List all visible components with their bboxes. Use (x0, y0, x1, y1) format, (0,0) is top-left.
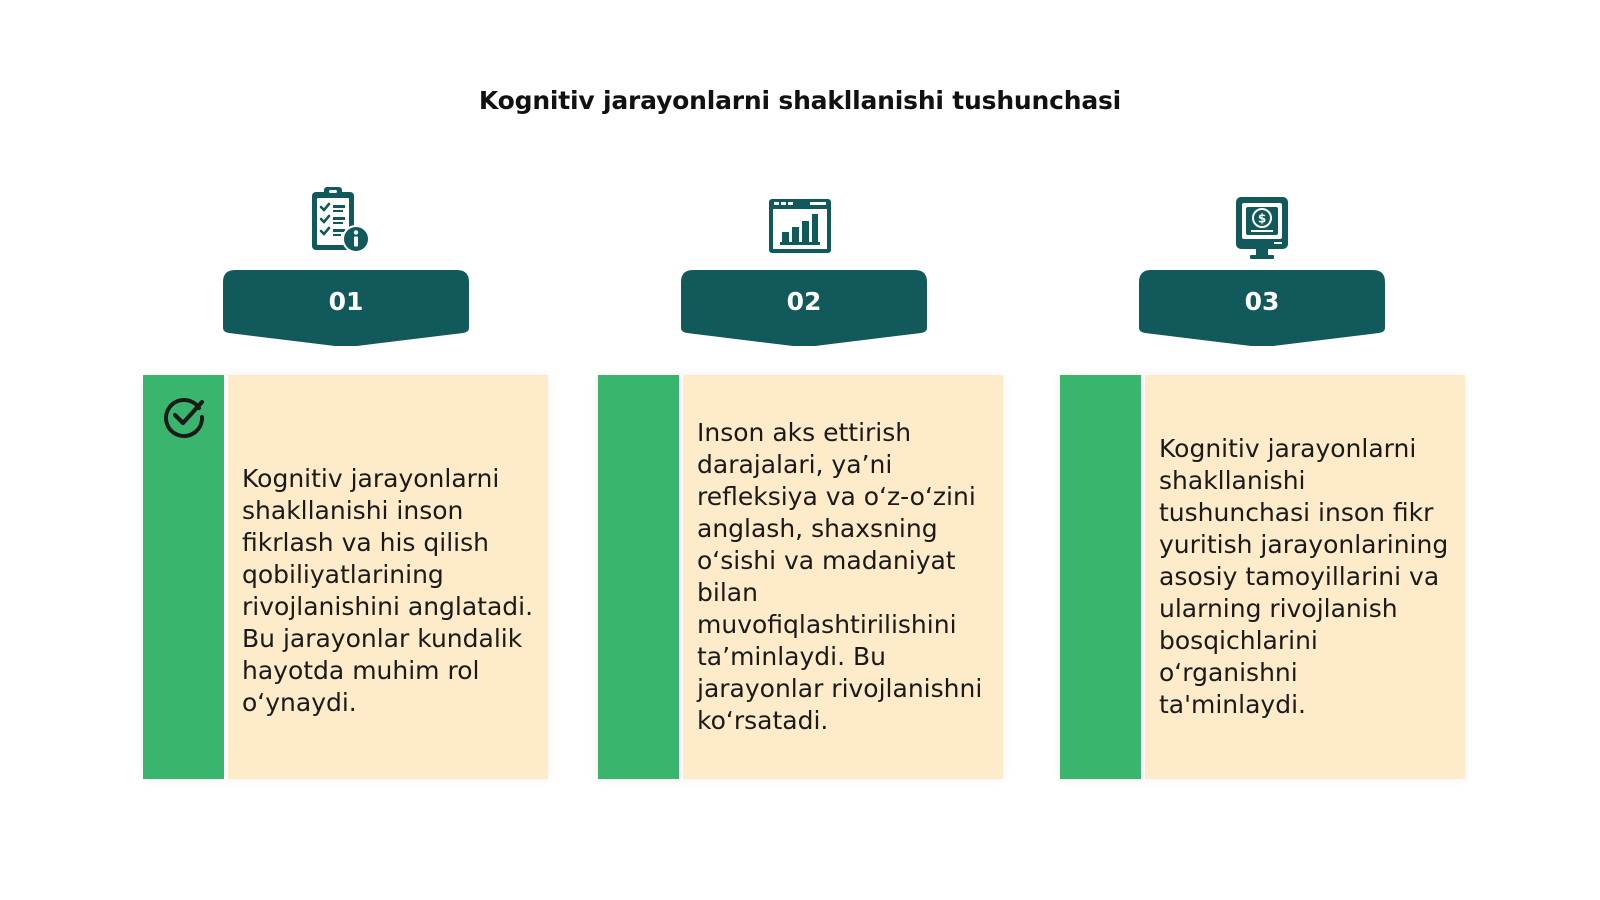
card-accent-bar (598, 375, 679, 779)
card-body (1145, 375, 1465, 779)
card-text: Inson aks ettirish darajalari, ya’ni refleksiya va oʻz-oʻzini anglash, shaxsning oʻsishi va madaniyat bilan muvofiqlashtirilishini ta’minlaydi. Bu jarayonlar rivojlanishni koʻrsatadi. (697, 418, 983, 735)
step-number: 02 (786, 287, 822, 316)
step-card-02 (598, 375, 1003, 779)
step-badge-03 (1139, 270, 1385, 346)
card-body (228, 375, 548, 779)
card-text: Kognitiv jarayonlarni shakllanishi tushunchasi inson fikr yuritish jarayonlarining asosiy tamoyillarini va ularning rivojlanish bosqichlarini oʻrganishni ta'minlaydi. (1159, 434, 1449, 719)
card-body (683, 375, 1003, 779)
clipboard-checklist-info-icon (306, 186, 386, 266)
step-card-01 (143, 375, 548, 779)
step-number: 01 (328, 287, 364, 316)
step-number: 03 (1244, 287, 1280, 316)
step-badge-01 (223, 270, 469, 346)
browser-bar-chart-icon (760, 190, 840, 270)
monitor-dollar-icon (1222, 190, 1302, 270)
card-accent-bar (1060, 375, 1141, 779)
checkmark-circle-icon (161, 393, 207, 439)
card-text: Kognitiv jarayonlarni shakllanishi inson fikrlash va his qilish qobiliyatlarining rivojlanishini anglatadi. Bu jarayonlar kundalik hayotda muhim rol oʻynaydi. (242, 464, 534, 717)
svg-text:$: $ (1257, 211, 1267, 226)
step-card-03 (1060, 375, 1465, 779)
page-title: Kognitiv jarayonlarni shakllanishi tushunchasi (478, 86, 1122, 115)
step-badge-02 (681, 270, 927, 346)
card-accent-bar (143, 375, 224, 779)
